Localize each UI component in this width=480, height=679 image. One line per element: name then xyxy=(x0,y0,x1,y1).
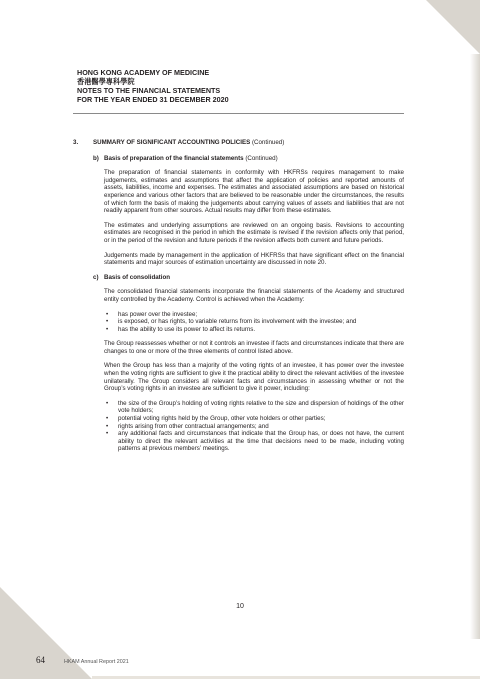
inner-page-number: 10 xyxy=(236,603,244,610)
subsection-b-heading xyxy=(73,155,404,163)
section-title: SUMMARY OF SIGNIFICANT ACCOUNTING POLICIES xyxy=(93,139,251,146)
list-item-text: rights arising from other contractual arrangements; and xyxy=(118,422,269,430)
subsection-c-heading xyxy=(73,274,404,282)
section-continued: (Continued) xyxy=(251,139,285,146)
paragraph: When the Group has less than a majority of the voting rights of an investee, it has power over the investee when the voting rights are sufficient to give it the practical ability to direct the relevant activities of the investee unilaterally. The Group considers all relevant facts and circumstances in assessing whether or not the Group’s voting rights in an investee are sufficient to give it power, including: xyxy=(104,362,404,393)
bullet-icon: • xyxy=(106,415,109,423)
organization-name-chinese: 香港醫學專科學院 xyxy=(77,77,135,86)
list-item-text: has power over the investee; xyxy=(118,310,198,318)
section-number: 3. xyxy=(73,139,79,146)
bullet-list xyxy=(104,311,404,334)
list-item-text: the size of the Group’s holding of voting rights relative to the size and dispersion of holdings of the other vote holders; xyxy=(118,399,404,415)
header-divider xyxy=(73,113,404,114)
list-item xyxy=(104,311,404,319)
bullet-icon: • xyxy=(106,318,109,326)
section-heading xyxy=(73,139,404,147)
corner-decoration-top-right xyxy=(426,0,480,54)
corner-decoration-bottom-left xyxy=(0,587,92,679)
bullet-icon: • xyxy=(106,310,109,318)
subsection-letter: b) xyxy=(93,154,99,162)
list-item xyxy=(104,415,404,423)
list-item xyxy=(104,318,404,326)
paragraph: Judgements made by management in the application of HKFRSs that have significant effect on the financial statements and major sources of estimation uncertainty are discussed in note 20. xyxy=(104,251,404,267)
document-title: NOTES TO THE FINANCIAL STATEMENTS xyxy=(77,86,221,95)
list-item-text: any additional facts and circumstances that indicate that the Group has, or does not have, the current ability to direct the relevant activities at the time that decisions need to be made, including voting patterns at previous members’ meetings. xyxy=(118,430,404,453)
report-name: HKAM Annual Report 2021 xyxy=(64,659,129,665)
bullet-icon: • xyxy=(106,399,109,407)
bullet-icon: • xyxy=(106,422,109,430)
page-number: 64 xyxy=(36,655,45,665)
paragraph: The estimates and underlying assumptions are reviewed on an ongoing basis. Revisions to accounting estimates are recognised in the period in which the estimate is revised if the revision affects only that period, or in the period of the revision and future periods if the revision affects both current and future periods. xyxy=(104,221,404,244)
bullet-list xyxy=(104,400,404,453)
paragraph: The preparation of financial statements in conformity with HKFRSs requires management to make judgements, estimates and assumptions that affect the application of policies and reported amounts of assets, liabilities, income and expenses. The estimates and associated assumptions are based on historical experience and various other factors that are believed to be reasonable under the circumstances, the results of which form the basis of making the judgements about carrying values of assets and liabilities that are not readily apparent from other sources. Actual results may differ from these estimates. xyxy=(104,169,404,215)
document-header xyxy=(77,68,229,104)
page-edge-shadow xyxy=(470,54,480,639)
list-item-text: potential voting rights held by the Group, other vote holders or other parties; xyxy=(118,415,326,423)
subsection-title: Basis of preparation of the financial statements xyxy=(104,154,244,162)
list-item xyxy=(104,326,404,334)
notes-content xyxy=(73,139,404,460)
paragraph: The consolidated financial statements incorporate the financial statements of the Academy and structured entity controlled by the Academy. Control is achieved when the Academy: xyxy=(104,288,404,303)
subsection-continued: (Continued) xyxy=(245,154,278,162)
reporting-period: FOR THE YEAR ENDED 31 DECEMBER 2020 xyxy=(77,95,229,104)
list-item xyxy=(104,400,404,415)
paragraph: The Group reassesses whether or not it controls an investee if facts and circumstances indicate that there are changes to one or more of the three elements of control listed above. xyxy=(104,340,404,355)
organization-name: HONG KONG ACADEMY OF MEDICINE xyxy=(77,68,210,77)
list-item xyxy=(104,423,404,431)
bullet-icon: • xyxy=(106,430,109,438)
list-item-text: is exposed, or has rights, to variable returns from its involvement with the investee; and xyxy=(118,318,357,326)
list-item-text: has the ability to use its power to affect its returns. xyxy=(118,325,256,333)
page-footer xyxy=(36,655,129,665)
list-item xyxy=(104,430,404,453)
bullet-icon: • xyxy=(106,325,109,333)
subsection-letter: c) xyxy=(93,273,99,281)
subsection-title: Basis of consolidation xyxy=(104,273,171,281)
